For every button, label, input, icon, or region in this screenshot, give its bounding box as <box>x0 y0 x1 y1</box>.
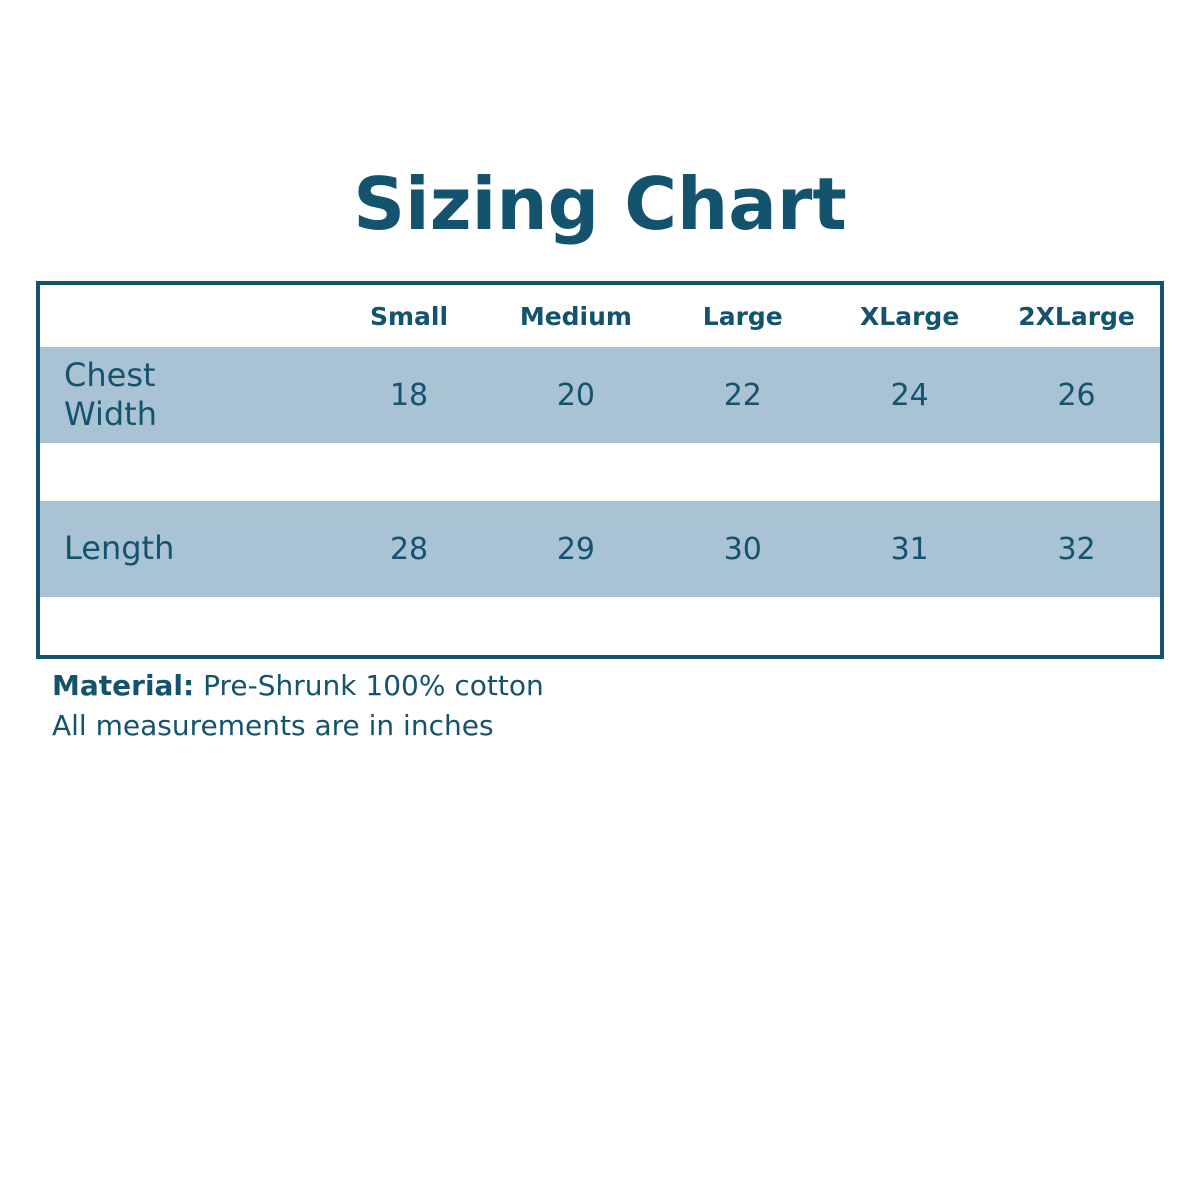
row-label-line-1: Length <box>64 529 175 568</box>
cell-chest-small: 18 <box>326 347 493 443</box>
spacer-cell <box>659 443 826 501</box>
material-value: Pre-Shrunk 100% cotton <box>194 669 544 702</box>
spacer-cell <box>40 597 326 655</box>
spacer-cell <box>326 443 493 501</box>
material-label: Material: <box>52 669 195 702</box>
column-header-small: Small <box>369 301 449 331</box>
spacer-cell <box>492 443 659 501</box>
cell-length-small: 28 <box>326 501 493 597</box>
spacer-cell <box>826 597 993 655</box>
row-label-length <box>40 501 326 597</box>
spacer-cell <box>492 597 659 655</box>
spacer-cell <box>826 443 993 501</box>
cell-length-2xlarge: 32 <box>993 501 1160 597</box>
sizing-table <box>40 285 1160 655</box>
spacer-cell <box>993 597 1160 655</box>
table-row <box>40 501 1160 597</box>
spacer-cell <box>326 597 493 655</box>
row-label-line-1: Chest <box>64 355 156 394</box>
table-spacer-row <box>40 597 1160 655</box>
table-row <box>40 347 1160 443</box>
measurement-note: All measurements are in inches <box>52 708 494 742</box>
cell-length-medium: 29 <box>492 501 659 597</box>
table-spacer-row <box>40 443 1160 501</box>
spacer-cell <box>659 597 826 655</box>
cell-length-large: 30 <box>659 501 826 597</box>
cell-length-xlarge: 31 <box>826 501 993 597</box>
spacer-cell <box>993 443 1160 501</box>
table-header-row <box>40 285 1160 347</box>
column-header-2xlarge: 2XLarge <box>1018 301 1135 331</box>
cell-chest-2xlarge: 26 <box>993 347 1160 443</box>
column-header-blank <box>40 285 326 347</box>
row-label-line-2: Width <box>64 395 157 433</box>
column-header-large: Large <box>702 301 783 331</box>
notes-block <box>52 666 1152 746</box>
cell-chest-large: 22 <box>659 347 826 443</box>
column-header-xlarge: XLarge <box>860 301 960 331</box>
sizing-table-container <box>36 281 1164 659</box>
spacer-cell <box>40 443 326 501</box>
column-header-medium: Medium <box>519 301 632 331</box>
cell-chest-medium: 20 <box>492 347 659 443</box>
material-note <box>52 666 1152 706</box>
page-title: Sizing Chart <box>353 162 847 246</box>
cell-chest-xlarge: 24 <box>826 347 993 443</box>
row-label-chest-width <box>40 347 326 443</box>
